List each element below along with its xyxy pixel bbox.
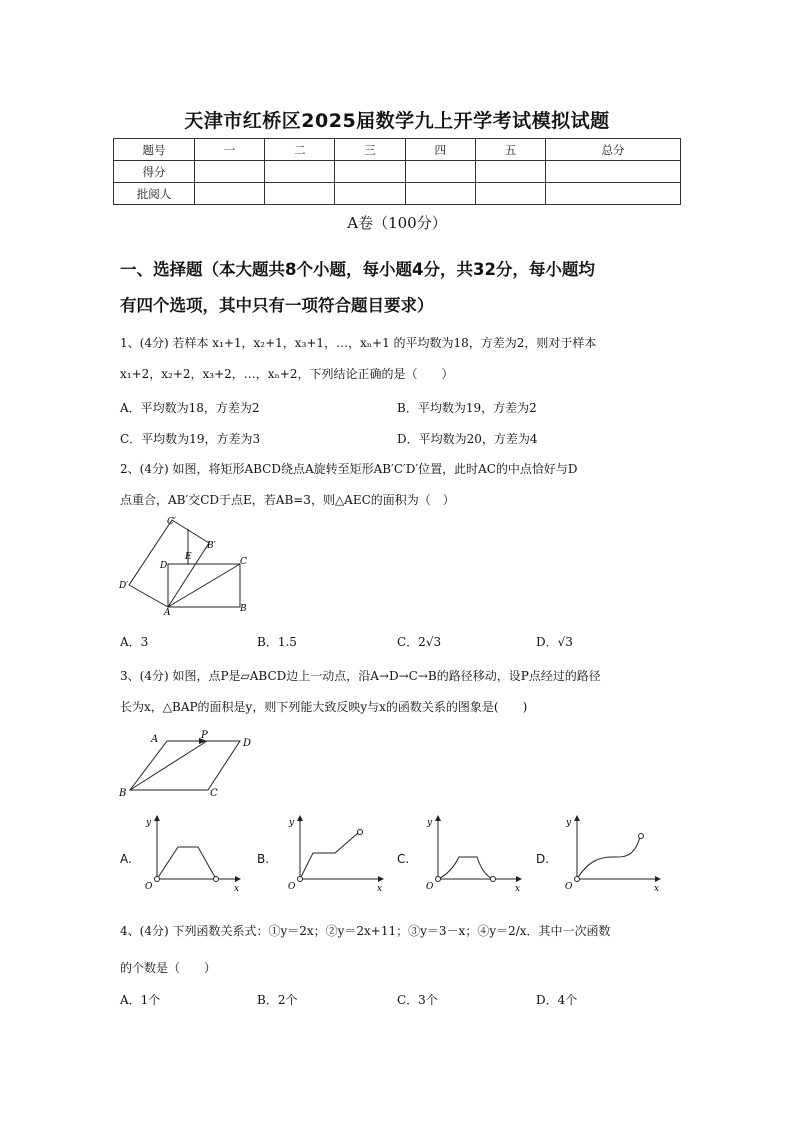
axis-x-label: x [515, 884, 521, 894]
q1-option-c: C．平均数为19，方差为3 [120, 432, 261, 446]
q1-stem-line1: 1、(4分) 若样本 x₁+1，x₂+1，x₃+1，…，xₙ+1 的平均数为18，方差为2，则对于样本 [120, 336, 597, 350]
score-table-row [114, 161, 681, 183]
q3-parallelogram-figure [115, 728, 260, 800]
axis-origin-label: O [288, 882, 296, 892]
q4-option-b: B．2个 [257, 993, 298, 1007]
axis-x-label: x [377, 884, 383, 894]
label-a: A [164, 608, 171, 617]
q1-option-b: B．平均数为19，方差为2 [397, 401, 537, 415]
score-table-cell [405, 183, 475, 205]
q3-stem-line2: 长为x，△BAP的面积是y，则下列能大致反映y与x的函数关系的图象是( ) [120, 700, 528, 714]
score-table-cell [546, 183, 681, 205]
diagonal-ac [168, 564, 240, 607]
score-table-cell: 三 [335, 139, 405, 161]
score-table-cell [546, 161, 681, 183]
score-table-cell [475, 161, 545, 183]
score-table [113, 138, 681, 205]
axis-origin-label: O [426, 882, 434, 892]
q4-option-a: A．1个 [120, 993, 161, 1007]
score-table-cell: 批阅人 [114, 183, 195, 205]
axis-y-label: y [427, 818, 433, 828]
score-table-cell [405, 161, 475, 183]
score-table-cell: 四 [405, 139, 475, 161]
score-table-cell: 一 [195, 139, 265, 161]
page-title: 天津市红桥区2025届数学九上开学考试模拟试题 [184, 110, 610, 132]
score-table-cell: 得分 [114, 161, 195, 183]
axis-origin-label: O [145, 882, 153, 892]
label-c: C [210, 788, 218, 799]
q3-graph-b [283, 815, 388, 895]
section1-heading-line1: 一、选择题（本大题共8个小题，每小题4分，共32分，每小题均 [120, 260, 595, 279]
label-p: P [201, 730, 208, 741]
axis-y-label: y [566, 818, 572, 828]
score-table-cell: 总分 [546, 139, 681, 161]
label-c-prime: C′ [167, 517, 176, 527]
score-table-cell: 二 [265, 139, 335, 161]
parallelogram-abcd [130, 741, 240, 790]
q2-figure [115, 512, 260, 617]
label-a: A [151, 734, 159, 745]
axis-origin-label: O [565, 882, 573, 892]
segment-bp [130, 741, 207, 790]
q4-stem-line2: 的个数是（ ） [120, 961, 217, 975]
label-b: B [240, 604, 247, 614]
q2-stem-line1: 2、(4分) 如图，将矩形ABCD绕点A旋转至矩形AB′C′D′位置，此时AC的中点恰好与D [120, 462, 578, 476]
axis-x-label: x [654, 884, 660, 894]
q4-option-d: D．4个 [536, 993, 578, 1007]
q4-stem-line1: 4、(4分) 下列函数关系式：①y＝2x；②y＝2x+11；③y＝3－x；④y＝2/x．其中一次函数 [120, 924, 611, 938]
score-table-cell [335, 183, 405, 205]
q3-option-d-label: D. [536, 852, 550, 866]
q2-option-d: D．√3 [536, 635, 573, 649]
q2-stem-line2: 点重合，AB′交CD于点E，若AB=3，则△AEC的面积为（ ） [120, 493, 455, 507]
q2-option-b: B．1.5 [257, 635, 297, 649]
score-table-cell [195, 161, 265, 183]
axis-x-label: x [234, 884, 240, 894]
score-table-row [114, 183, 681, 205]
score-table-cell [475, 183, 545, 205]
q1-option-d: D．平均数为20，方差为4 [397, 432, 538, 446]
q1-option-a: A．平均数为18，方差为2 [120, 401, 260, 415]
q3-graph-c [421, 815, 526, 895]
score-table-cell [195, 183, 265, 205]
q3-option-c-label: C. [397, 852, 410, 866]
section1-heading-line2: 有四个选项，其中只有一项符合题目要求） [120, 296, 434, 315]
score-table-cell: 五 [475, 139, 545, 161]
score-table-cell [265, 183, 335, 205]
score-table-cell: 题号 [114, 139, 195, 161]
score-table-row [114, 139, 681, 161]
label-b: B [119, 788, 127, 799]
q3-option-a-label: A. [120, 852, 132, 866]
axis-y-label: y [146, 818, 152, 828]
label-d: D [243, 738, 252, 749]
q3-option-b-label: B. [257, 852, 270, 866]
q1-stem-line2: x₁+2，x₂+2，x₃+2，…，xₙ+2，下列结论正确的是（ ） [120, 367, 454, 381]
score-table-cell [335, 161, 405, 183]
q2-option-c: C．2√3 [397, 635, 442, 649]
q3-graph-a [140, 815, 245, 895]
section-a-heading: A卷（100分） [347, 214, 447, 232]
label-b-prime: B′ [207, 541, 216, 551]
score-table-cell [265, 161, 335, 183]
q3-stem-line1: 3、(4分) 如图，点P是▱ABCD边上一动点，沿A→D→C→B的路径移动，设P点经过的路径 [120, 669, 601, 683]
label-d: D [160, 561, 168, 571]
label-c: C [240, 557, 247, 567]
axis-y-label: y [289, 818, 295, 828]
q2-option-a: A．3 [120, 635, 149, 649]
label-e: E [185, 552, 192, 562]
q3-graph-d [560, 815, 665, 895]
label-d-prime: D′ [119, 581, 129, 591]
q4-option-c: C．3个 [397, 993, 438, 1007]
